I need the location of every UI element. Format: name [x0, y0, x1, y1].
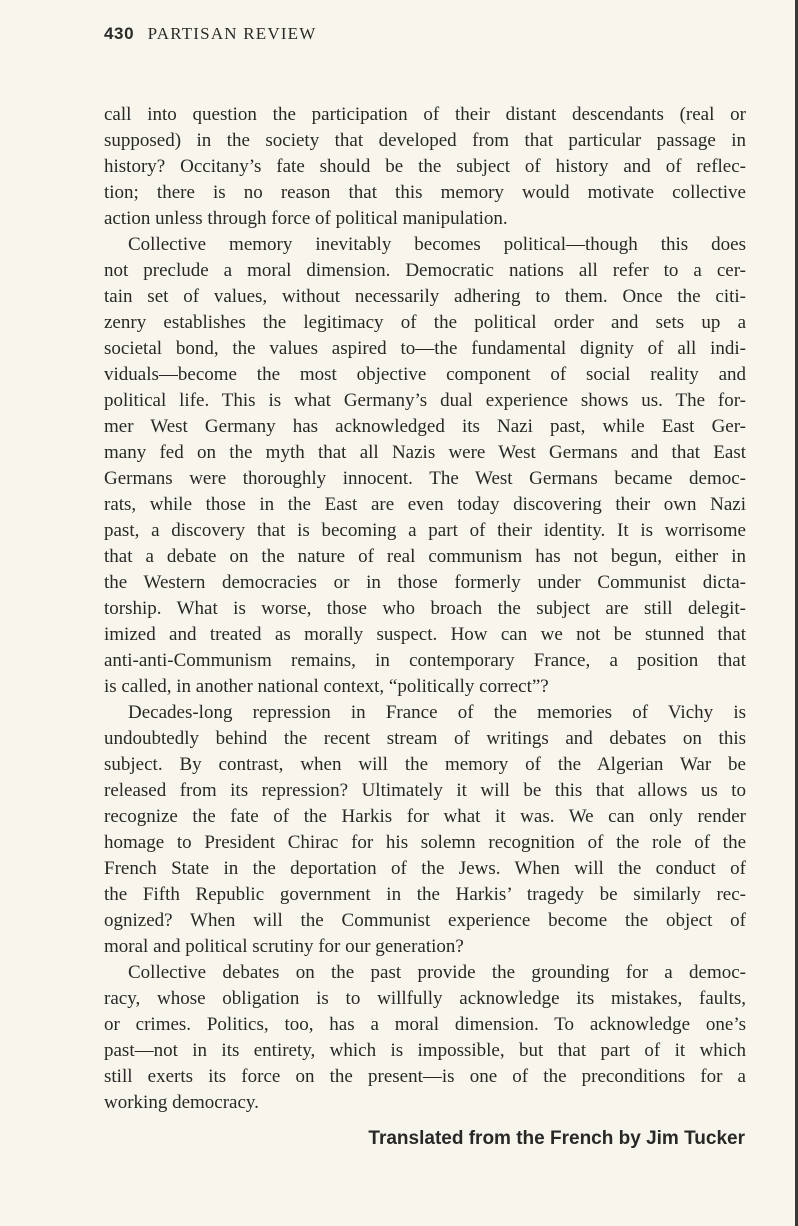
text-line: tion; there is no reason that this memory would motivate collective: [104, 182, 746, 203]
text-line: the Fifth Republic government in the Harkis’ tragedy be similarly rec-: [104, 884, 746, 905]
text-line: or crimes. Politics, too, has a moral dimension. To acknowledge one’s: [104, 1014, 746, 1035]
text-line: viduals—become the most objective component of social reality and: [104, 364, 746, 385]
page-number: 430: [104, 24, 135, 43]
paragraph: [104, 960, 746, 1116]
text-line: working democracy.: [104, 1092, 259, 1113]
text-line: mer West Germany has acknowledged its Nazi past, while East Ger-: [104, 416, 746, 437]
paragraph: [104, 232, 746, 700]
text-line: French State in the deportation of the Jews. When will the conduct of: [104, 858, 746, 879]
text-line: moral and political scrutiny for our generation?: [104, 936, 464, 957]
text-line: zenry establishes the legitimacy of the political order and sets up a: [104, 312, 746, 333]
running-header: [104, 24, 317, 44]
text-line: ognized? When will the Communist experience become the object of: [104, 910, 746, 931]
text-line: Collective memory inevitably becomes political—though this does: [128, 234, 746, 255]
translation-credit: Translated from the French by Jim Tucker: [368, 1128, 745, 1149]
text-line: supposed) in the society that developed from that particular passage in: [104, 130, 746, 151]
text-line: subject. By contrast, when will the memory of the Algerian War be: [104, 754, 746, 775]
text-line: torship. What is worse, those who broach the subject are still delegit-: [104, 598, 746, 619]
text-line: homage to President Chirac for his solemn recognition of the role of the: [104, 832, 746, 853]
text-line: action unless through force of political manipulation.: [104, 208, 508, 229]
text-line: recognize the fate of the Harkis for what it was. We can only render: [104, 806, 746, 827]
text-line: many fed on the myth that all Nazis were West Germans and that East: [104, 442, 746, 463]
article-body: [104, 102, 746, 1116]
text-line: Decades-long repression in France of the memories of Vichy is: [128, 702, 746, 723]
text-line: call into question the participation of their distant descendants (real or: [104, 104, 746, 125]
text-line: political life. This is what Germany’s dual experience shows us. The for-: [104, 390, 746, 411]
paragraph: [104, 700, 746, 960]
text-line: rats, while those in the East are even today discovering their own Nazi: [104, 494, 746, 515]
text-line: Germans were thoroughly innocent. The West Germans became democ-: [104, 468, 746, 489]
text-line: is called, in another national context, “politically correct”?: [104, 676, 549, 697]
text-line: anti-anti-Communism remains, in contemporary France, a position that: [104, 650, 746, 671]
journal-title: PARTISAN REVIEW: [147, 24, 317, 43]
text-line: Collective debates on the past provide the grounding for a democ-: [128, 962, 746, 983]
text-line: released from its repression? Ultimately it will be this that allows us to: [104, 780, 746, 801]
text-line: not preclude a moral dimension. Democratic nations all refer to a cer-: [104, 260, 746, 281]
text-line: past, a discovery that is becoming a part of their identity. It is worrisome: [104, 520, 746, 541]
text-line: that a debate on the nature of real communism has not begun, either in: [104, 546, 746, 567]
paragraph: [104, 102, 746, 232]
text-line: undoubtedly behind the recent stream of writings and debates on this: [104, 728, 746, 749]
text-line: still exerts its force on the present—is one of the preconditions for a: [104, 1066, 746, 1087]
text-line: the Western democracies or in those formerly under Communist dicta-: [104, 572, 746, 593]
text-line: imized and treated as morally suspect. How can we not be stunned that: [104, 624, 746, 645]
text-line: history? Occitany’s fate should be the subject of history and of reflec-: [104, 156, 746, 177]
text-line: societal bond, the values aspired to—the fundamental dignity of all indi-: [104, 338, 746, 359]
text-line: racy, whose obligation is to willfully acknowledge its mistakes, faults,: [104, 988, 746, 1009]
text-line: tain set of values, without necessarily adhering to them. Once the citi-: [104, 286, 746, 307]
text-line: past—not in its entirety, which is impossible, but that part of it which: [104, 1040, 746, 1061]
